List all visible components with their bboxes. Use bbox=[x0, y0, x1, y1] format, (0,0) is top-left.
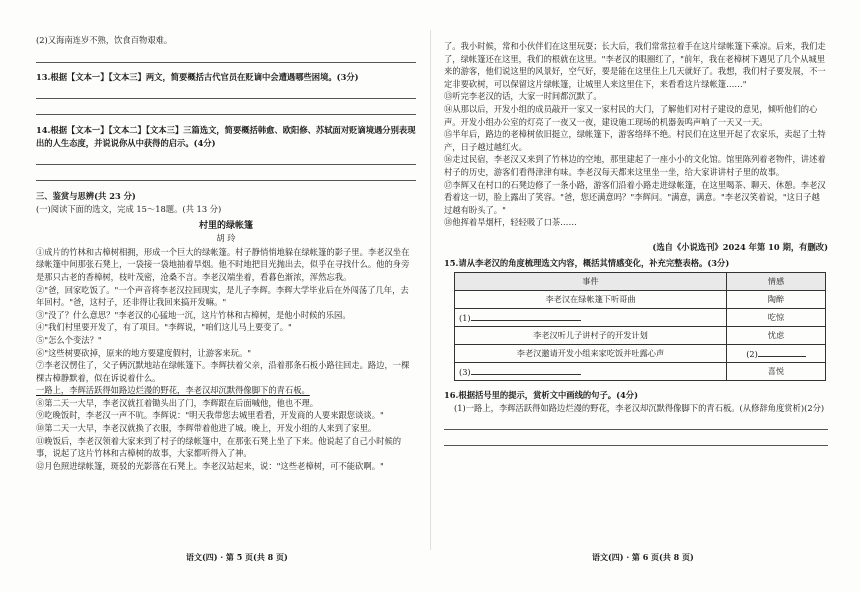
paragraph: ⑮半年后，路边的老樟树依旧挺立，绿帐篷下，游客络绎不绝。村民们在这里开起了农家乐，卖起了土特产，日子越过越红火。 bbox=[444, 129, 826, 152]
fill-blank[interactable] bbox=[758, 347, 806, 357]
question-16-item: (1)一路上，李辉活跃得如路边烂漫的野花，李老汉却沉默得像脚下的青石板。(从修辞角度赏析)(2分) bbox=[454, 402, 825, 413]
question-13: 13.根据【文本一】【文本三】两文，简要概括古代官员在贬谪中会遭遇哪些困境。(3分) bbox=[36, 71, 359, 82]
answer-line[interactable] bbox=[36, 101, 416, 115]
table-row bbox=[455, 309, 826, 327]
question-16: 16.根据括号里的提示，赏析文中画线的句子。(4分) bbox=[444, 390, 638, 401]
emotion-table bbox=[454, 272, 826, 381]
page-footer-right: 语文(四) · 第 6 页(共 8 页) bbox=[592, 552, 694, 562]
fill-blank[interactable] bbox=[471, 311, 581, 321]
table-cell-mood-blank[interactable] bbox=[727, 345, 826, 363]
story-paragraphs bbox=[36, 246, 416, 473]
table-cell-mood: 喜悦 bbox=[727, 363, 826, 381]
story-title: 村里的绿帐篷 bbox=[198, 220, 253, 231]
paragraph: ①成片的竹林和古樟树相拥，形成一个巨大的绿帐篷。村子静悄悄地躲在绿帐篷的影子里。李老汉坐在绿帐篷中间那张石凳上，一袋接一袋地抽着旱烟。他不时地把目光抛出去，似乎在寻找什么。他的身旁是那只古老的香樟树，枝叶茂密，沧桑不言。李老汉端坐着，看暮色渐浓，浑然忘我。 bbox=[36, 246, 410, 282]
paragraph: ⑬听完李老汉的话，大家一时间都沉默了。 bbox=[444, 91, 602, 102]
paragraph: ⑫月色照进绿帐篷，斑驳的光影落在石凳上。李老汉站起来，说："这些老樟树，可不能砍啊。" bbox=[36, 460, 384, 471]
paragraph: ⑥"这些树要砍掉，原来的地方要建度假村，让游客来玩。" bbox=[36, 347, 252, 358]
left-page bbox=[36, 34, 416, 472]
paragraph: ⑦李老汉愣住了，父子俩沉默地站在绿帐篷下。李辉扶着父亲，沿着那条石板小路往回走。路边，一棵棵古樟静默着，似在诉说着什么。 bbox=[36, 360, 410, 383]
paragraph: ⑧第二天一大早，李老汉就扛着锄头出了门，李辉跟在后面喊他，他也不理。 bbox=[36, 397, 319, 408]
page-footer-left: 语文(四) · 第 5 页(共 8 页) bbox=[186, 552, 288, 562]
table-header-mood: 情感 bbox=[727, 273, 826, 291]
answer-line[interactable] bbox=[36, 85, 416, 99]
table-header-row bbox=[455, 273, 826, 291]
right-page bbox=[444, 40, 828, 446]
table-cell-event-blank[interactable] bbox=[455, 363, 727, 381]
table-cell-event-blank[interactable] bbox=[455, 309, 727, 327]
item-2: (2)又海南连岁不熟，饮食百物艰难。 bbox=[36, 35, 173, 45]
answer-line[interactable] bbox=[444, 416, 828, 430]
table-row bbox=[455, 363, 826, 381]
paragraph: ⑪晚饭后，李老汉领着大家来到了村子的绿帐篷中，在那张石凳上坐了下来。他说起了自己小时候的事，说起了这片竹林和古樟树的故事，大家都听得入了神。 bbox=[36, 435, 402, 459]
paragraph: ⑨吃晚饭时，李老汉一声不吭。李辉说："明天我带您去城里看看，开发商的人要来跟您谈谈。" bbox=[36, 410, 384, 421]
paragraph: ⑭从那以后，开发小组的成员敲开一家又一家村民的大门，了解他们对村子建设的意见，倾听他们的心声。开发小组办公室的灯亮了一夜又一夜，建设施工现场的机器轰鸣声响了一天又一天。 bbox=[444, 103, 818, 127]
answer-line[interactable] bbox=[36, 49, 416, 63]
section-title: 三、鉴赏与思辨(共 23 分) bbox=[36, 191, 136, 202]
blank-number: (2) bbox=[746, 348, 758, 359]
table-row bbox=[455, 345, 826, 363]
table-header-event: 事件 bbox=[455, 273, 727, 291]
paragraph: ③"没了？什么意思？"李老汉的心猛地一沉，这片竹林和古樟树，是他小时候的乐园。 bbox=[36, 309, 351, 320]
table-cell-mood: 忧虑 bbox=[727, 327, 826, 345]
story-author: 胡 玲 bbox=[216, 233, 236, 244]
blank-number: (3) bbox=[459, 366, 471, 377]
table-cell-event: 李老汉邀请开发小组来家吃饭并吐露心声 bbox=[455, 345, 727, 363]
table-cell-mood: 陶醉 bbox=[727, 291, 826, 309]
question-14-cont: 出的人生态度，并说说你从中获得的启示。(4分) bbox=[36, 137, 216, 148]
table-cell-event: 李老汉在绿帐篷下听哥曲 bbox=[455, 291, 727, 309]
table-cell-event: 李老汉听儿子讲村子的开发计划 bbox=[455, 327, 727, 345]
answer-line[interactable] bbox=[36, 167, 416, 181]
paragraph: ②"爸，回家吃饭了。"一个声音将李老汉拉回现实，是儿子李辉。李辉大学毕业后在外闯荡了几年，去年回村。"爸，这村子，还非得让我回来搞开发嘛。" bbox=[36, 284, 409, 308]
underline-text: 一路上，李辉活跃得如路边烂漫的野花，李老汉却沉默得像脚下的青石板。 bbox=[36, 385, 310, 396]
paragraph: ④"我们村里要开发了，有了项目。"李辉说，"咱们这儿马上要变了。" bbox=[36, 322, 292, 333]
paragraph: ⑩第二天一大早，李老汉就换了衣服，李辉带着他进了城。晚上，开发小组的人来到了家里。 bbox=[36, 423, 377, 434]
answer-line[interactable] bbox=[444, 432, 828, 446]
question-14: 14.根据【文本一】【文本二】【文本三】三篇选文，简要概括韩愈、欧阳修、苏轼面对贬谪境遇分别表现 bbox=[36, 125, 416, 136]
blank-number: (1) bbox=[459, 312, 471, 323]
paragraph: ⑤"怎么个变法？" bbox=[36, 334, 102, 345]
source-citation: (选自《小说选刊》2024 年第 10 期，有删改) bbox=[652, 241, 828, 252]
paragraph: ⑱他挥着旱烟杆，轻轻吸了口茶…… bbox=[444, 217, 577, 228]
table-row bbox=[455, 291, 826, 309]
question-15: 15.请从李老汉的角度梳理选文内容，概括其情感变化，补充完整表格。(3分) bbox=[444, 257, 730, 268]
fill-blank[interactable] bbox=[471, 365, 581, 375]
sub-section-title: (一)阅读下面的选文，完成 15～18题。(共 13 分) bbox=[36, 203, 222, 214]
page-divider bbox=[430, 30, 431, 550]
paragraph: ⑰李辉又在村口的石凳边修了一条小路，游客们沿着小路走进绿帐篷，在这里喝茶、聊天、休憩。李老汉看着这一切，脸上露出了笑容。"爸，您还满意吗？"李辉问。"满意，满意。"李老汉笑着说，"这日子越过越有盼头了。" bbox=[444, 179, 826, 215]
answer-line[interactable] bbox=[36, 151, 416, 165]
table-cell-mood: 吃惊 bbox=[727, 309, 826, 327]
underlined-sentence bbox=[36, 384, 416, 397]
table-row bbox=[455, 327, 826, 345]
paragraph: ⑯走过民宿，李老汉又来到了竹林边的空地，那里建起了一座小小的文化馆。馆里陈列着老物件，讲述着村子的历史，游客们看得津津有味。李老汉每天都来这里坐一坐，给大家讲讲村子里的故事。 bbox=[444, 154, 826, 177]
paragraph: 了。我小时候，常和小伙伴们在这里玩耍；长大后，我们常常拉着手在这片绿帐篷下乘凉。后来，我们走了，绿帐篷还在这里，我们的根就在这里。"李老汉的眼圈红了，"前年，我在老樟树下遇见了几个从城里来的游客，他们说这里的风景好，空气好，要是能在这里住上几天就好了。我想，我们村子要发展，不一定非要砍树，可以保留这片绿帐篷，让城里人来这里住下，来看看这片绿帐篷……" bbox=[444, 41, 826, 89]
